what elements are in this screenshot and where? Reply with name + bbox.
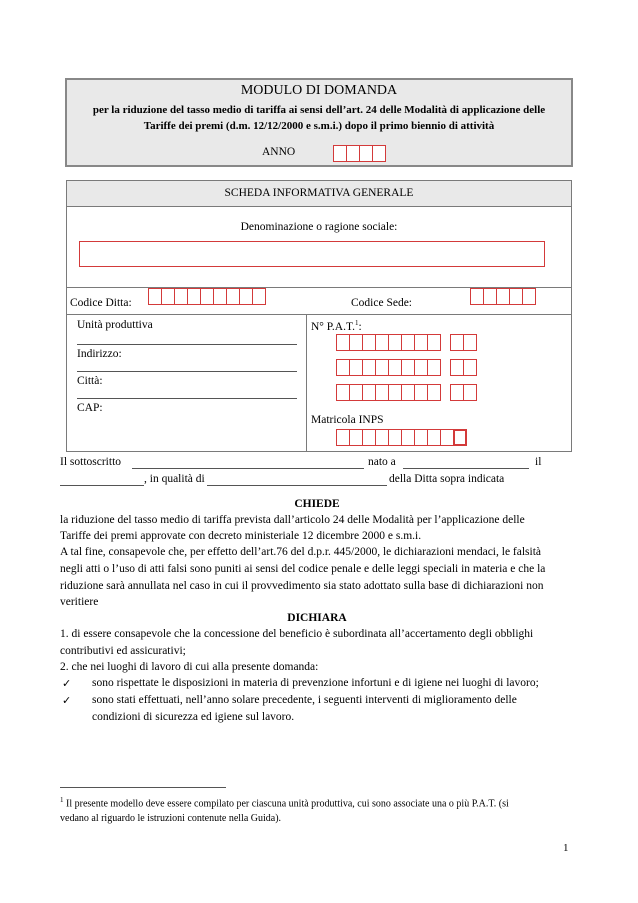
nato-a-line[interactable] xyxy=(403,468,529,469)
cap-label: CAP: xyxy=(77,402,103,414)
pat-label xyxy=(311,319,362,333)
chiede-text-line: riduzione sarà annullata nel caso in cui il provvedimento sia stato adottato sulla base di dichiarazioni non xyxy=(60,580,544,592)
pat-check-box[interactable] xyxy=(463,384,477,401)
pat-label-text: N° P.A.T. xyxy=(311,320,356,333)
pat-digit-box[interactable] xyxy=(336,334,350,351)
codice-ditta-digit-box[interactable] xyxy=(200,288,214,305)
pat-check-box[interactable] xyxy=(463,334,477,351)
pat-digit-box[interactable] xyxy=(388,359,402,376)
chiede-text-line: A tal fine, consapevole che, per effetto dell’art.76 del d.p.r. 445/2000, le dichiarazioni mendaci, le falsità xyxy=(60,546,542,558)
pat-digit-box[interactable] xyxy=(401,359,415,376)
pat-digit-box[interactable] xyxy=(388,334,402,351)
pat-digit-box[interactable] xyxy=(401,384,415,401)
codice-sede-digit-box[interactable] xyxy=(470,288,484,305)
scheda-column-divider xyxy=(306,314,307,451)
anno-digit-box[interactable] xyxy=(346,145,360,162)
sottoscritto-label: Il sottoscritto xyxy=(60,456,122,468)
check-item-2-cont: condizioni di sicurezza ed igiene sul lavoro. xyxy=(92,711,295,723)
matricola-check-digit-box[interactable] xyxy=(453,429,467,446)
matricola-digit-box[interactable] xyxy=(414,429,428,446)
pat-digit-box[interactable] xyxy=(414,384,428,401)
form-title: MODULO DI DOMANDA xyxy=(240,83,398,98)
check-item-2: sono stati effettuati, nell’anno solare precedente, i seguenti interventi di miglioramento delle xyxy=(92,694,517,706)
codice-sede-digit-box[interactable] xyxy=(509,288,523,305)
codice-ditta-digit-box[interactable] xyxy=(161,288,175,305)
pat-digit-box[interactable] xyxy=(362,384,376,401)
anno-digit-box[interactable] xyxy=(333,145,347,162)
pat-check-box[interactable] xyxy=(450,384,464,401)
dichiara-item-1: 1. di essere consapevole che la concessione del beneficio è subordinata all’accertamento degli obblighi xyxy=(60,628,534,640)
pat-digit-box[interactable] xyxy=(336,384,350,401)
dichiara-heading: DICHIARA xyxy=(287,612,347,624)
codice-sede-digit-box[interactable] xyxy=(522,288,536,305)
pat-check-box[interactable] xyxy=(450,334,464,351)
data-nascita-line[interactable] xyxy=(60,485,144,486)
pat-digit-box[interactable] xyxy=(349,334,363,351)
dichiara-item-2: 2. che nei luoghi di lavoro di cui alla presente domanda: xyxy=(60,661,319,673)
chiede-text-line: negli atti o l’uso di atti falsi sono puniti ai sensi del codice penale e delle leggi speciali in materia e che la xyxy=(60,563,546,575)
matricola-digit-box[interactable] xyxy=(375,429,389,446)
pat-check-box[interactable] xyxy=(450,359,464,376)
codice-ditta-field[interactable] xyxy=(148,288,265,305)
pat-digit-box[interactable] xyxy=(375,334,389,351)
codice-ditta-digit-box[interactable] xyxy=(226,288,240,305)
scheda-title: SCHEDA INFORMATIVA GENERALE xyxy=(67,181,571,207)
pat-digit-box[interactable] xyxy=(401,334,415,351)
ditta-label: della Ditta sopra indicata xyxy=(389,473,505,485)
matricola-digit-box[interactable] xyxy=(401,429,415,446)
codice-sede-digit-box[interactable] xyxy=(483,288,497,305)
chiede-text-line: veritiere xyxy=(60,596,99,608)
footnote-text-line2: vedano al riguardo le istruzioni contenute nella Guida). xyxy=(60,813,282,824)
matricola-digit-box[interactable] xyxy=(388,429,402,446)
pat-digit-box[interactable] xyxy=(362,334,376,351)
matricola-inps-field[interactable] xyxy=(336,429,466,446)
citta-line[interactable] xyxy=(77,398,297,399)
scheda-box xyxy=(66,180,572,452)
denominazione-input[interactable] xyxy=(79,241,545,267)
pat-digit-box[interactable] xyxy=(336,359,350,376)
pat-footnote-ref: 1 xyxy=(355,319,359,327)
denominazione-label: Denominazione o ragione sociale: xyxy=(240,221,398,233)
form-subtitle-line1: per la riduzione del tasso medio di tariffa ai sensi dell’art. 24 delle Modalità di applicazione delle xyxy=(92,104,546,116)
codice-ditta-digit-box[interactable] xyxy=(148,288,162,305)
qualita-label: , in qualità di xyxy=(144,473,205,485)
unita-produttiva-label: Unità produttiva xyxy=(77,319,153,331)
pat-row-2[interactable] xyxy=(336,359,476,376)
nato-a-label: nato a xyxy=(368,456,396,468)
codice-ditta-digit-box[interactable] xyxy=(213,288,227,305)
anno-field[interactable] xyxy=(333,145,385,162)
pat-digit-box[interactable] xyxy=(427,359,441,376)
codice-ditta-digit-box[interactable] xyxy=(239,288,253,305)
pat-row-1[interactable] xyxy=(336,334,476,351)
anno-digit-box[interactable] xyxy=(372,145,386,162)
codice-sede-label: Codice Sede: xyxy=(351,297,412,309)
indirizzo-label: Indirizzo: xyxy=(77,348,122,360)
anno-label: ANNO xyxy=(262,146,296,158)
indirizzo-line[interactable] xyxy=(77,371,297,372)
pat-digit-box[interactable] xyxy=(375,384,389,401)
pat-digit-box[interactable] xyxy=(414,359,428,376)
dichiara-item-1-cont: contributivi ed assicurativi; xyxy=(60,645,186,657)
matricola-digit-box[interactable] xyxy=(349,429,363,446)
check-item-1: sono rispettate le disposizioni in materia di prevenzione infortuni e di igiene nei luoghi di lavoro; xyxy=(92,677,539,689)
anno-digit-box[interactable] xyxy=(359,145,373,162)
page-number: 1 xyxy=(563,842,569,854)
codice-ditta-label: Codice Ditta: xyxy=(70,297,132,309)
pat-check-box[interactable] xyxy=(463,359,477,376)
chiede-text-line: la riduzione del tasso medio di tariffa prevista dall’articolo 24 delle Modalità per l’applicazione delle xyxy=(60,514,525,526)
pat-digit-box[interactable] xyxy=(414,334,428,351)
sottoscritto-line[interactable] xyxy=(132,468,364,469)
matricola-digit-box[interactable] xyxy=(336,429,350,446)
footnote-separator xyxy=(60,787,226,788)
codice-ditta-digit-box[interactable] xyxy=(252,288,266,305)
scheda-divider xyxy=(67,314,571,315)
codice-sede-field[interactable] xyxy=(470,288,535,305)
form-subtitle-line2: Tariffe dei premi (d.m. 12/12/2000 e s.m.i.) dopo il primo biennio di attività xyxy=(143,120,495,132)
check-icon: ✓ xyxy=(62,677,72,690)
chiede-heading: CHIEDE xyxy=(294,498,340,510)
pat-label-colon: : xyxy=(358,320,362,333)
pat-row-3[interactable] xyxy=(336,384,476,401)
footnote xyxy=(60,796,509,809)
unita-produttiva-line[interactable] xyxy=(77,344,297,345)
footnote-number: 1 xyxy=(60,796,64,804)
pat-digit-box[interactable] xyxy=(388,384,402,401)
matricola-inps-label: Matricola INPS xyxy=(311,414,384,426)
qualita-line[interactable] xyxy=(207,485,387,486)
pat-digit-box[interactable] xyxy=(427,384,441,401)
citta-label: Città: xyxy=(77,375,103,387)
header-box xyxy=(65,78,573,167)
matricola-digit-box[interactable] xyxy=(362,429,376,446)
chiede-text-line: Tariffe dei premi approvate con decreto ministeriale 12 dicembre 2000 e s.m.i. xyxy=(60,530,422,542)
footnote-text-line1: Il presente modello deve essere compilato per ciascuna unità produttiva, cui sono associate una o più P.A.T. (si xyxy=(66,798,509,810)
pat-digit-box[interactable] xyxy=(427,334,441,351)
codice-ditta-digit-box[interactable] xyxy=(174,288,188,305)
il-label: il xyxy=(535,456,542,468)
codice-sede-digit-box[interactable] xyxy=(496,288,510,305)
codice-ditta-digit-box[interactable] xyxy=(187,288,201,305)
check-icon: ✓ xyxy=(62,694,72,707)
pat-digit-box[interactable] xyxy=(349,359,363,376)
pat-digit-box[interactable] xyxy=(362,359,376,376)
matricola-digit-box[interactable] xyxy=(427,429,441,446)
pat-digit-box[interactable] xyxy=(375,359,389,376)
pat-digit-box[interactable] xyxy=(349,384,363,401)
matricola-digit-box[interactable] xyxy=(440,429,454,446)
